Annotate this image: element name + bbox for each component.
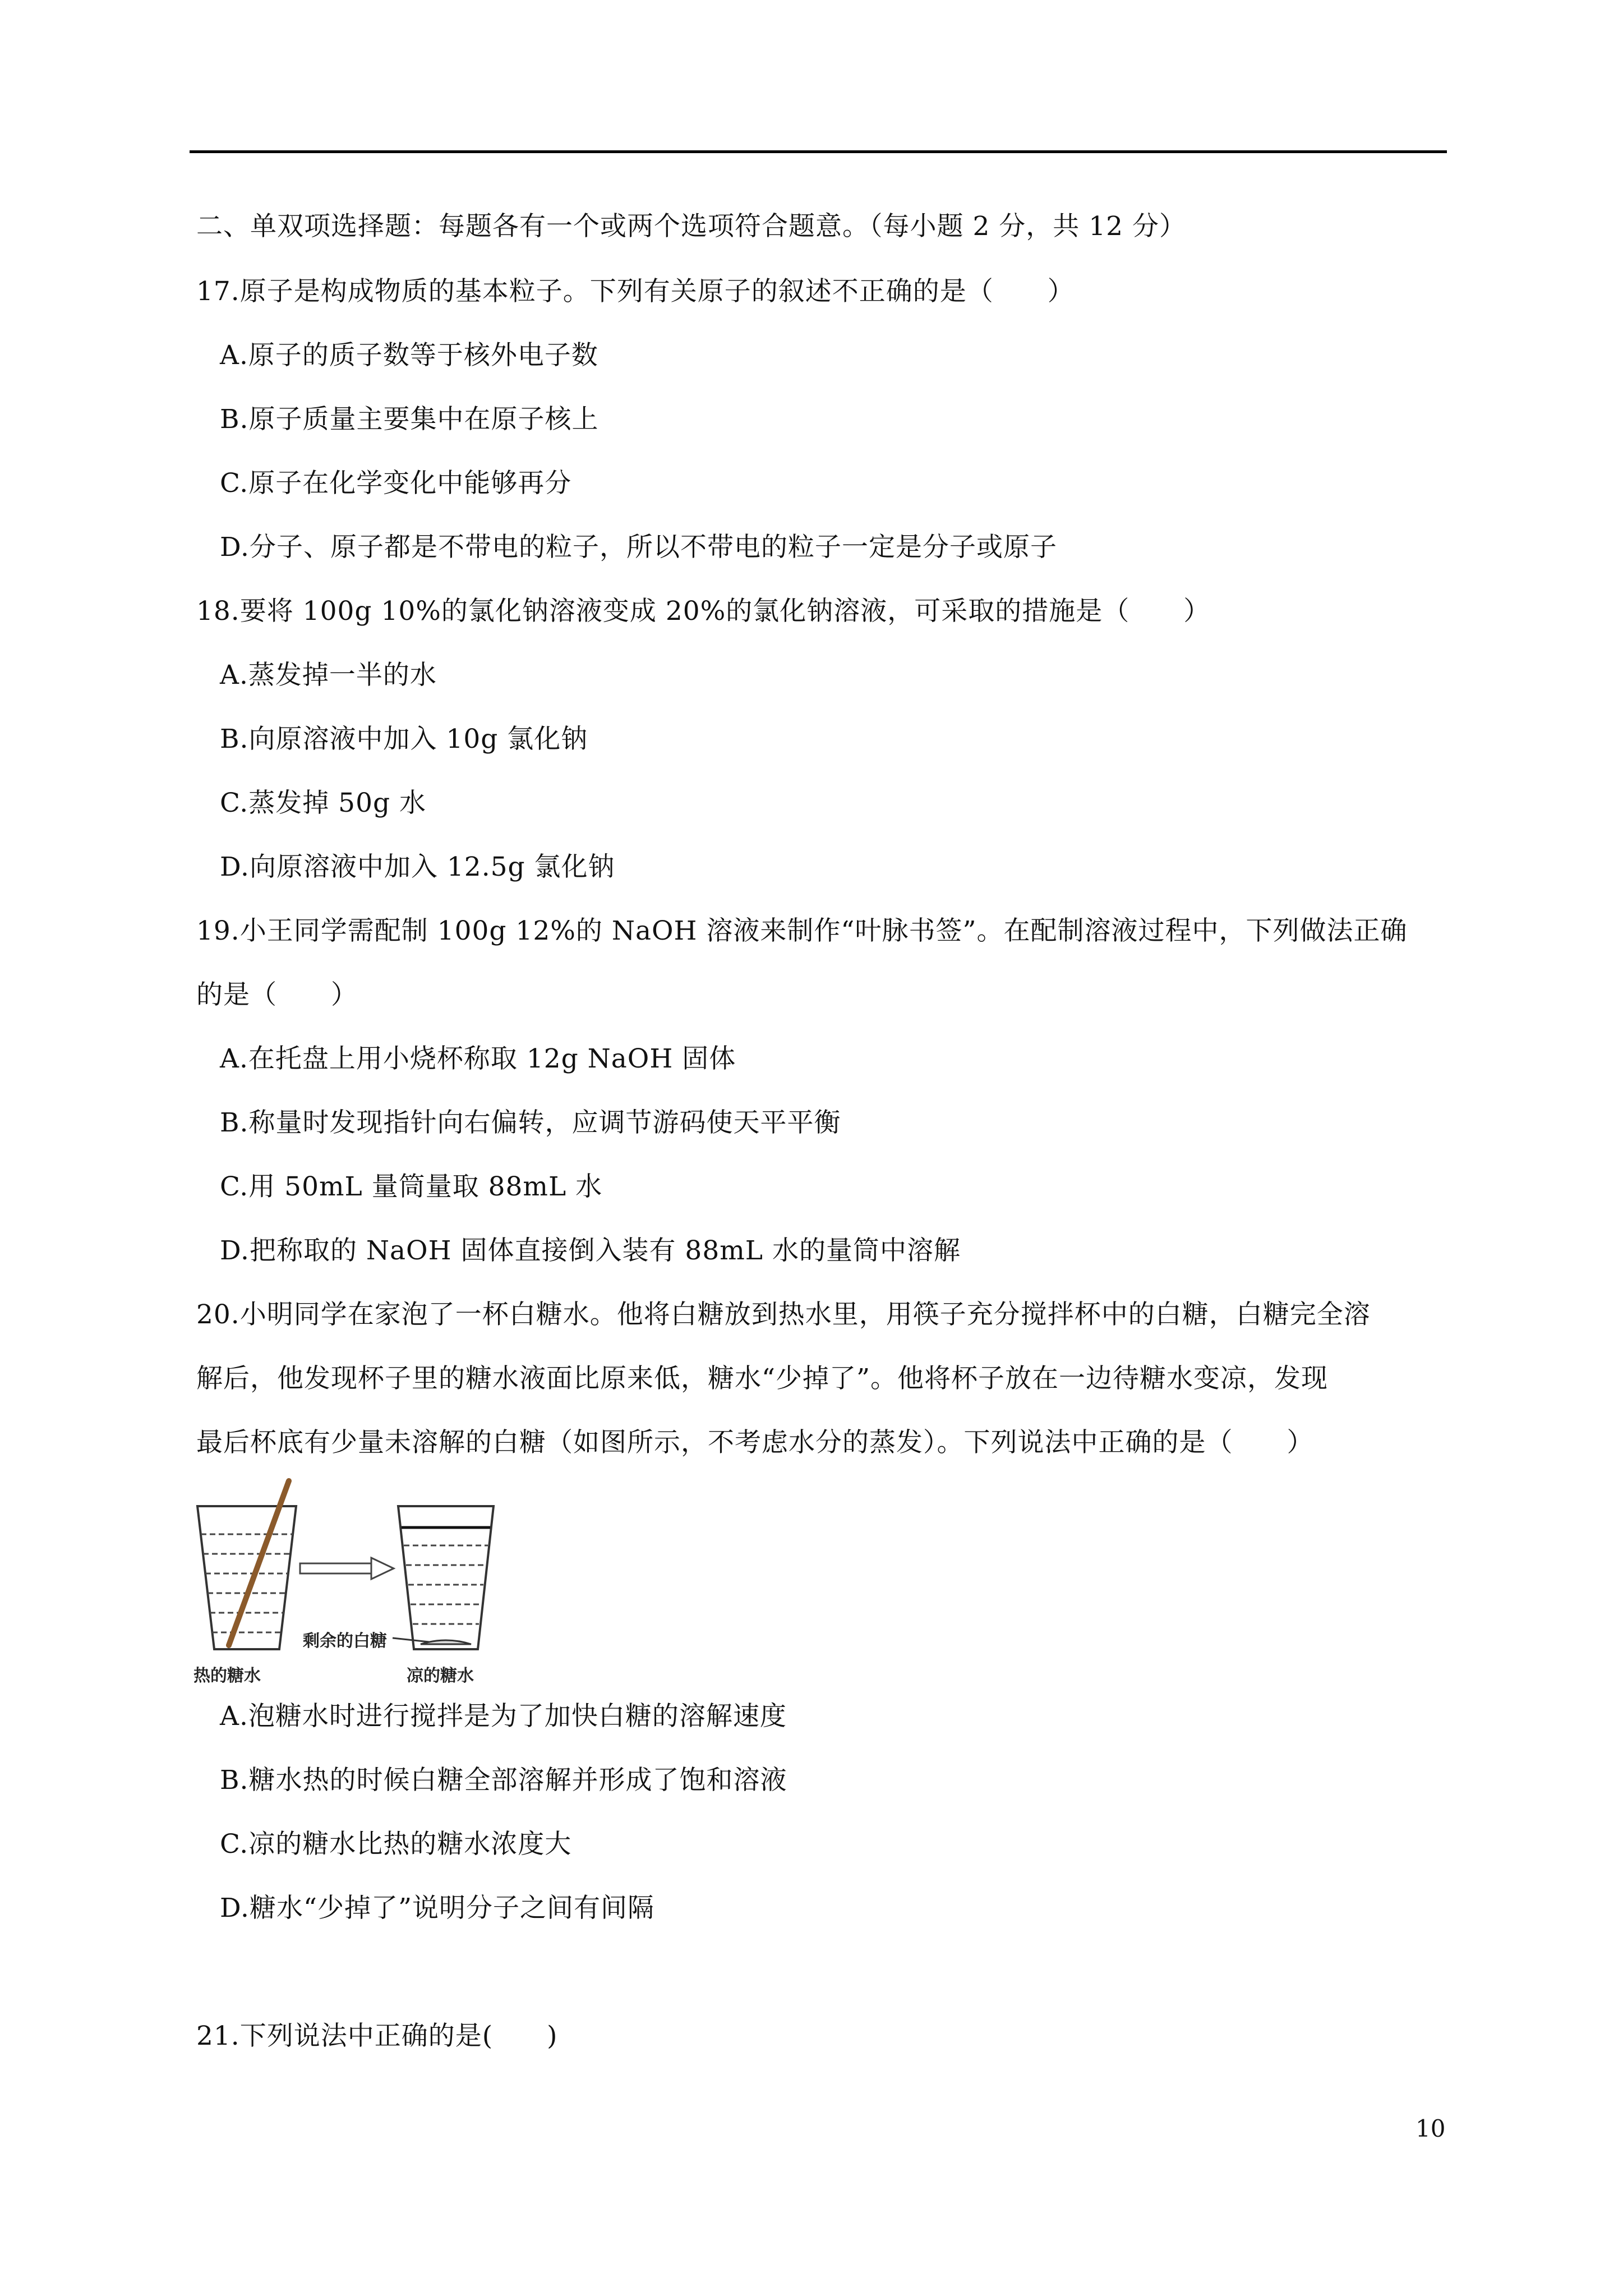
question-18-stem: 18.要将 100g 10%的氯化钠溶液变成 20%的氯化钠溶液，可采取的措施是（ ） (196, 596, 1211, 627)
header-rule (190, 150, 1447, 153)
question-17-stem: 17.原子是构成物质的基本粒子。下列有关原子的叙述不正确的是（ ） (196, 276, 1075, 307)
question-20-option-a: A.泡糖水时进行搅拌是为了加快白糖的溶解速度 (220, 1701, 787, 1732)
question-19-option-d: D.把称取的 NaOH 固体直接倒入装有 88mL 水的量筒中溶解 (220, 1235, 961, 1266)
question-19-stem-line-1: 19.小王同学需配制 100g 12%的 NaOH 溶液来制作“叶脉书签”。在配制溶液过程中，下列做法正确 (196, 915, 1408, 946)
question-17-option-b: B.原子质量主要集中在原子核上 (220, 404, 599, 435)
label-residue: 剩余的白糖 (303, 1631, 387, 1651)
label-hot-water: 热的糖水 (193, 1666, 261, 1686)
question-20-option-c: C.凉的糖水比热的糖水浓度大 (220, 1829, 572, 1860)
sugar-water-figure (191, 1478, 505, 1691)
question-20-option-b: B.糖水热的时候白糖全部溶解并形成了饱和溶液 (220, 1765, 787, 1796)
question-20-stem-line-3: 最后杯底有少量未溶解的白糖（如图所示，不考虑水分的蒸发）。下列说法中正确的是（ ） (196, 1427, 1314, 1458)
arrow-icon (300, 1558, 394, 1579)
question-18-option-a: A.蒸发掉一半的水 (220, 660, 437, 691)
sugar-water-diagram (191, 1478, 505, 1691)
question-18-option-b: B.向原溶液中加入 10g 氯化钠 (220, 724, 588, 754)
label-cold-water: 凉的糖水 (407, 1666, 474, 1686)
question-19-option-c: C.用 50mL 量筒量取 88mL 水 (220, 1171, 603, 1202)
page-number: 10 (1415, 2115, 1446, 2142)
question-19-stem-line-2: 的是（ ） (196, 979, 358, 1010)
section-header: 二、单双项选择题：每题各有一个或两个选项符合题意。（每小题 2 分，共 12 分） (196, 211, 1186, 242)
question-20-stem-line-2: 解后，他发现杯子里的糖水液面比原来低，糖水“少掉了”。他将杯子放在一边待糖水变凉，发现 (196, 1363, 1329, 1394)
question-20-option-d: D.糖水“少掉了”说明分子之间有间隔 (220, 1893, 655, 1924)
question-17-option-a: A.原子的质子数等于核外电子数 (220, 340, 598, 371)
question-21-stem: 21.下列说法中正确的是( ) (196, 2021, 558, 2051)
question-19-option-b: B.称量时发现指针向右偏转，应调节游码使天平平衡 (220, 1107, 841, 1138)
question-20-stem-line-1: 20.小明同学在家泡了一杯白糖水。他将白糖放到热水里，用筷子充分搅拌杯中的白糖，白糖完全溶 (196, 1299, 1371, 1330)
question-17-option-d: D.分子、原子都是不带电的粒子，所以不带电的粒子一定是分子或原子 (220, 532, 1057, 563)
question-18-option-c: C.蒸发掉 50g 水 (220, 788, 426, 818)
question-17-option-c: C.原子在化学变化中能够再分 (220, 468, 572, 499)
cold-cup (393, 1506, 494, 1649)
question-19-option-a: A.在托盘上用小烧杯称取 12g NaOH 固体 (220, 1043, 736, 1074)
hot-cup (197, 1481, 296, 1649)
question-18-option-d: D.向原溶液中加入 12.5g 氯化钠 (220, 852, 615, 882)
